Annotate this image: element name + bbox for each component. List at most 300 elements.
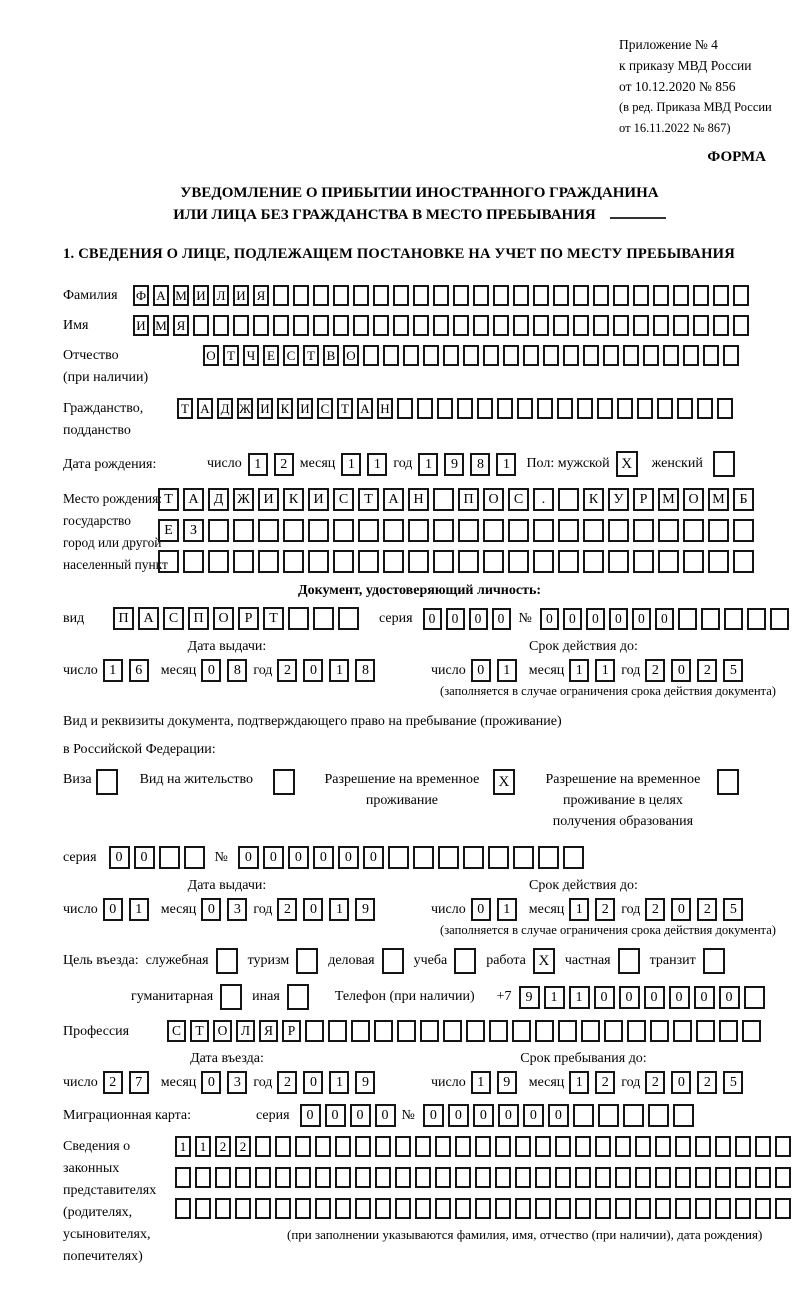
box-cell[interactable]: 0 [594,986,615,1009]
box-cell[interactable] [604,1020,623,1042]
box-cell[interactable] [708,550,729,573]
box-cell[interactable]: 0 [423,608,442,630]
box-cell[interactable] [235,1167,251,1188]
box-cell[interactable] [213,315,229,336]
box-cell[interactable]: Б [733,488,754,511]
box-cell[interactable] [608,519,629,542]
box-cell[interactable] [633,285,649,306]
box-cell[interactable] [673,1020,692,1042]
box-cell[interactable] [383,519,404,542]
box-cell[interactable] [438,846,459,869]
box-cell[interactable] [747,608,766,630]
box-cell[interactable] [695,1198,711,1219]
box-cell[interactable]: О [683,488,704,511]
box-cell[interactable] [255,1136,271,1157]
box-cell[interactable]: 2 [595,898,615,921]
box-cell[interactable] [233,519,254,542]
box-cell[interactable]: 0 [238,846,259,869]
box-cell[interactable] [735,1136,751,1157]
box-cell[interactable]: 0 [201,659,221,682]
box-cell[interactable]: Д [217,398,233,419]
box-cell[interactable]: А [357,398,373,419]
box-cell[interactable]: 0 [632,608,651,630]
box-cell[interactable] [435,1198,451,1219]
box-cell[interactable] [328,1020,347,1042]
box-cell[interactable] [733,285,749,306]
box-cell[interactable] [308,519,329,542]
box-cell[interactable] [717,769,739,795]
box-cell[interactable] [184,846,205,869]
box-cell[interactable] [195,1167,211,1188]
box-cell[interactable] [713,315,729,336]
box-cell[interactable] [608,550,629,573]
box-cell[interactable] [693,285,709,306]
box-cell[interactable] [633,550,654,573]
box-cell[interactable] [408,550,429,573]
box-cell[interactable]: 1 [471,1071,491,1094]
box-cell[interactable]: 2 [277,898,297,921]
box-cell[interactable] [683,519,704,542]
box-cell[interactable] [488,846,509,869]
box-cell[interactable] [435,1167,451,1188]
box-cell[interactable] [283,550,304,573]
box-cell[interactable] [435,1136,451,1157]
box-cell[interactable] [457,398,473,419]
box-cell[interactable]: 0 [375,1104,396,1127]
box-cell[interactable]: С [317,398,333,419]
box-cell[interactable] [287,984,309,1010]
box-cell[interactable]: А [153,285,169,306]
box-cell[interactable] [555,1167,571,1188]
box-cell[interactable]: 0 [671,1071,691,1094]
box-cell[interactable] [733,315,749,336]
box-cell[interactable] [615,1136,631,1157]
box-cell[interactable] [573,285,589,306]
box-cell[interactable]: 0 [469,608,488,630]
box-cell[interactable] [717,398,733,419]
box-cell[interactable] [744,986,765,1009]
box-cell[interactable] [558,519,579,542]
box-cell[interactable]: 0 [655,608,674,630]
box-cell[interactable]: 2 [277,659,297,682]
box-cell[interactable] [466,1020,485,1042]
box-cell[interactable] [397,1020,416,1042]
box-cell[interactable] [353,285,369,306]
box-cell[interactable]: 2 [277,1071,297,1094]
box-cell[interactable] [293,285,309,306]
box-cell[interactable]: 1 [497,659,517,682]
box-cell[interactable]: Т [358,488,379,511]
box-cell[interactable] [735,1167,751,1188]
box-cell[interactable]: М [173,285,189,306]
box-cell[interactable] [595,1136,611,1157]
box-cell[interactable] [393,315,409,336]
box-cell[interactable]: Т [190,1020,209,1042]
box-cell[interactable]: Н [408,488,429,511]
box-cell[interactable] [216,948,238,974]
box-cell[interactable]: И [133,315,149,336]
box-cell[interactable] [395,1167,411,1188]
box-cell[interactable] [533,519,554,542]
box-cell[interactable] [96,769,118,795]
box-cell[interactable] [696,1020,715,1042]
box-cell[interactable]: 1 [103,659,123,682]
box-cell[interactable] [383,345,399,366]
box-cell[interactable] [495,1136,511,1157]
box-cell[interactable] [555,1198,571,1219]
box-cell[interactable]: Т [263,607,284,630]
box-cell[interactable] [335,1136,351,1157]
box-cell[interactable] [463,846,484,869]
box-cell[interactable] [305,1020,324,1042]
box-cell[interactable]: М [658,488,679,511]
box-cell[interactable] [715,1136,731,1157]
box-cell[interactable]: 2 [697,898,717,921]
box-cell[interactable]: 9 [355,898,375,921]
box-cell[interactable] [315,1198,331,1219]
box-cell[interactable] [293,315,309,336]
box-cell[interactable] [577,398,593,419]
box-cell[interactable] [413,285,429,306]
box-cell[interactable]: Ч [243,345,259,366]
box-cell[interactable]: А [383,488,404,511]
box-cell[interactable]: 1 [175,1136,191,1157]
box-cell[interactable] [653,285,669,306]
box-cell[interactable] [333,519,354,542]
box-cell[interactable]: 2 [697,659,717,682]
box-cell[interactable] [495,1167,511,1188]
box-cell[interactable] [637,398,653,419]
box-cell[interactable] [503,345,519,366]
box-cell[interactable]: 5 [723,659,743,682]
box-cell[interactable] [583,519,604,542]
box-cell[interactable]: 0 [448,1104,469,1127]
box-cell[interactable] [258,519,279,542]
box-cell[interactable]: И [308,488,329,511]
box-cell[interactable] [483,519,504,542]
box-cell[interactable] [558,1020,577,1042]
box-cell[interactable] [715,1167,731,1188]
box-cell[interactable] [775,1167,791,1188]
box-cell[interactable]: И [193,285,209,306]
box-cell[interactable] [433,285,449,306]
box-cell[interactable]: 0 [563,608,582,630]
box-cell[interactable] [358,550,379,573]
box-cell[interactable] [695,1167,711,1188]
box-cell[interactable] [583,345,599,366]
box-cell[interactable]: 3 [227,1071,247,1094]
box-cell[interactable] [355,1167,371,1188]
box-cell[interactable] [627,1020,646,1042]
box-cell[interactable] [373,285,389,306]
box-cell[interactable]: 1 [248,453,268,476]
box-cell[interactable] [675,1198,691,1219]
box-cell[interactable] [508,519,529,542]
box-cell[interactable] [455,1198,471,1219]
box-cell[interactable] [538,846,559,869]
box-cell[interactable] [633,315,649,336]
box-cell[interactable] [555,1136,571,1157]
box-cell[interactable] [513,846,534,869]
box-cell[interactable]: 3 [227,898,247,921]
box-cell[interactable] [697,398,713,419]
box-cell[interactable]: 0 [363,846,384,869]
box-cell[interactable] [708,519,729,542]
box-cell[interactable] [673,315,689,336]
box-cell[interactable]: 0 [303,659,323,682]
box-cell[interactable] [375,1198,391,1219]
box-cell[interactable] [593,315,609,336]
box-cell[interactable]: И [257,398,273,419]
box-cell[interactable] [643,345,659,366]
box-cell[interactable]: . [533,488,554,511]
box-cell[interactable] [335,1198,351,1219]
box-cell[interactable]: Я [253,285,269,306]
box-cell[interactable] [333,285,349,306]
box-cell[interactable]: Л [213,285,229,306]
box-cell[interactable] [597,398,613,419]
box-cell[interactable]: Т [158,488,179,511]
box-cell[interactable]: 0 [609,608,628,630]
box-cell[interactable]: 1 [544,986,565,1009]
box-cell[interactable]: 1 [329,898,349,921]
box-cell[interactable] [633,519,654,542]
box-cell[interactable] [382,948,404,974]
box-cell[interactable]: 9 [444,453,464,476]
box-cell[interactable]: 0 [446,608,465,630]
box-cell[interactable]: О [483,488,504,511]
box-cell[interactable] [673,285,689,306]
box-cell[interactable]: 0 [471,659,491,682]
box-cell[interactable] [535,1020,554,1042]
box-cell[interactable]: 0 [644,986,665,1009]
box-cell[interactable]: М [708,488,729,511]
box-cell[interactable]: 0 [619,986,640,1009]
box-cell[interactable] [308,550,329,573]
box-cell[interactable]: 9 [355,1071,375,1094]
box-cell[interactable]: П [113,607,134,630]
box-cell[interactable] [455,1167,471,1188]
box-cell[interactable] [581,1020,600,1042]
box-cell[interactable] [235,1198,251,1219]
box-cell[interactable] [595,1198,611,1219]
box-cell[interactable] [408,519,429,542]
box-cell[interactable] [288,607,309,630]
box-cell[interactable] [273,315,289,336]
box-cell[interactable]: 0 [492,608,511,630]
box-cell[interactable] [678,608,697,630]
box-cell[interactable]: Я [259,1020,278,1042]
box-cell[interactable]: 6 [129,659,149,682]
box-cell[interactable] [724,608,743,630]
box-cell[interactable] [557,398,573,419]
box-cell[interactable] [523,345,539,366]
box-cell[interactable]: Р [282,1020,301,1042]
box-cell[interactable]: 0 [523,1104,544,1127]
box-cell[interactable]: З [183,519,204,542]
box-cell[interactable]: 0 [263,846,284,869]
box-cell[interactable] [495,1198,511,1219]
box-cell[interactable]: 1 [367,453,387,476]
box-cell[interactable] [333,550,354,573]
box-cell[interactable]: И [233,285,249,306]
box-cell[interactable] [458,519,479,542]
box-cell[interactable] [233,550,254,573]
box-cell[interactable] [255,1167,271,1188]
box-cell[interactable] [508,550,529,573]
box-cell[interactable]: 0 [671,898,691,921]
box-cell[interactable]: Т [337,398,353,419]
box-cell[interactable] [615,1167,631,1188]
box-cell[interactable]: 9 [519,986,540,1009]
box-cell[interactable]: 1 [329,659,349,682]
box-cell[interactable] [383,550,404,573]
box-cell[interactable]: Д [208,488,229,511]
box-cell[interactable]: 2 [645,1071,665,1094]
box-cell[interactable] [475,1136,491,1157]
box-cell[interactable] [713,285,729,306]
box-cell[interactable] [653,315,669,336]
box-cell[interactable]: Е [263,345,279,366]
box-cell[interactable] [473,285,489,306]
box-cell[interactable] [175,1198,191,1219]
box-cell[interactable] [335,1167,351,1188]
box-cell[interactable] [273,285,289,306]
box-cell[interactable] [215,1167,231,1188]
box-cell[interactable] [575,1167,591,1188]
box-cell[interactable] [255,1198,271,1219]
box-cell[interactable]: 0 [719,986,740,1009]
box-cell[interactable] [193,315,209,336]
box-cell[interactable] [220,984,242,1010]
box-cell[interactable] [388,846,409,869]
box-cell[interactable]: О [213,607,234,630]
box-cell[interactable]: 0 [350,1104,371,1127]
box-cell[interactable] [733,550,754,573]
box-cell[interactable] [175,1167,191,1188]
box-cell[interactable] [713,451,735,477]
box-cell[interactable] [415,1167,431,1188]
box-cell[interactable] [655,1167,671,1188]
box-cell[interactable] [703,345,719,366]
box-cell[interactable] [420,1020,439,1042]
box-cell[interactable]: 1 [595,659,615,682]
box-cell[interactable]: С [508,488,529,511]
box-cell[interactable] [315,1136,331,1157]
box-cell[interactable] [433,315,449,336]
box-cell[interactable] [296,948,318,974]
box-cell[interactable] [735,1198,751,1219]
box-cell[interactable] [635,1136,651,1157]
box-cell[interactable] [675,1136,691,1157]
box-cell[interactable]: И [258,488,279,511]
box-cell[interactable] [158,550,179,573]
box-cell[interactable] [573,1104,594,1127]
box-cell[interactable] [273,769,295,795]
box-cell[interactable] [358,519,379,542]
box-cell[interactable] [373,315,389,336]
box-cell[interactable]: 0 [669,986,690,1009]
box-cell[interactable] [283,519,304,542]
box-cell[interactable] [483,345,499,366]
box-cell[interactable] [453,285,469,306]
box-cell[interactable] [475,1167,491,1188]
box-cell[interactable] [463,345,479,366]
box-cell[interactable]: 2 [697,1071,717,1094]
box-cell[interactable]: Я [173,315,189,336]
box-cell[interactable]: 2 [103,1071,123,1094]
box-cell[interactable] [658,519,679,542]
box-cell[interactable]: 9 [497,1071,517,1094]
box-cell[interactable] [648,1104,669,1127]
box-cell[interactable]: Т [303,345,319,366]
box-cell[interactable]: 0 [473,1104,494,1127]
box-cell[interactable] [443,345,459,366]
box-cell[interactable] [454,948,476,974]
box-cell[interactable]: 1 [418,453,438,476]
box-cell[interactable]: 7 [129,1071,149,1094]
box-cell[interactable] [677,398,693,419]
box-cell[interactable] [183,550,204,573]
box-cell[interactable]: 8 [227,659,247,682]
box-cell[interactable] [673,1104,694,1127]
box-cell[interactable] [553,315,569,336]
box-cell[interactable] [395,1198,411,1219]
box-cell[interactable] [613,285,629,306]
box-cell[interactable] [683,345,699,366]
box-cell[interactable] [351,1020,370,1042]
box-cell[interactable] [683,550,704,573]
box-cell[interactable] [533,550,554,573]
box-cell[interactable] [403,345,419,366]
box-cell[interactable] [455,1136,471,1157]
box-cell[interactable]: 1 [569,659,589,682]
box-cell[interactable] [515,1136,531,1157]
box-cell[interactable]: М [153,315,169,336]
box-cell[interactable] [603,345,619,366]
box-cell[interactable]: 1 [569,1071,589,1094]
box-cell[interactable] [663,345,679,366]
box-cell[interactable] [275,1136,291,1157]
box-cell[interactable] [733,519,754,542]
box-cell[interactable] [458,550,479,573]
box-cell[interactable] [338,607,359,630]
box-cell[interactable] [535,1198,551,1219]
box-cell[interactable] [517,398,533,419]
box-cell[interactable]: Е [158,519,179,542]
box-cell[interactable]: О [343,345,359,366]
box-cell[interactable]: 0 [498,1104,519,1127]
box-cell[interactable] [703,948,725,974]
box-cell[interactable]: 5 [723,898,743,921]
box-cell[interactable] [415,1136,431,1157]
box-cell[interactable]: 2 [595,1071,615,1094]
box-cell[interactable] [437,398,453,419]
box-cell[interactable]: 0 [671,659,691,682]
box-cell[interactable]: 0 [109,846,130,869]
box-cell[interactable] [558,550,579,573]
box-cell[interactable]: 0 [103,898,123,921]
box-cell[interactable]: Т [177,398,193,419]
box-cell[interactable] [558,488,579,511]
box-cell[interactable] [423,345,439,366]
box-cell[interactable] [575,1198,591,1219]
box-cell[interactable] [563,345,579,366]
box-cell[interactable] [613,315,629,336]
box-cell[interactable]: 0 [300,1104,321,1127]
box-cell[interactable] [413,846,434,869]
box-cell[interactable]: 0 [325,1104,346,1127]
